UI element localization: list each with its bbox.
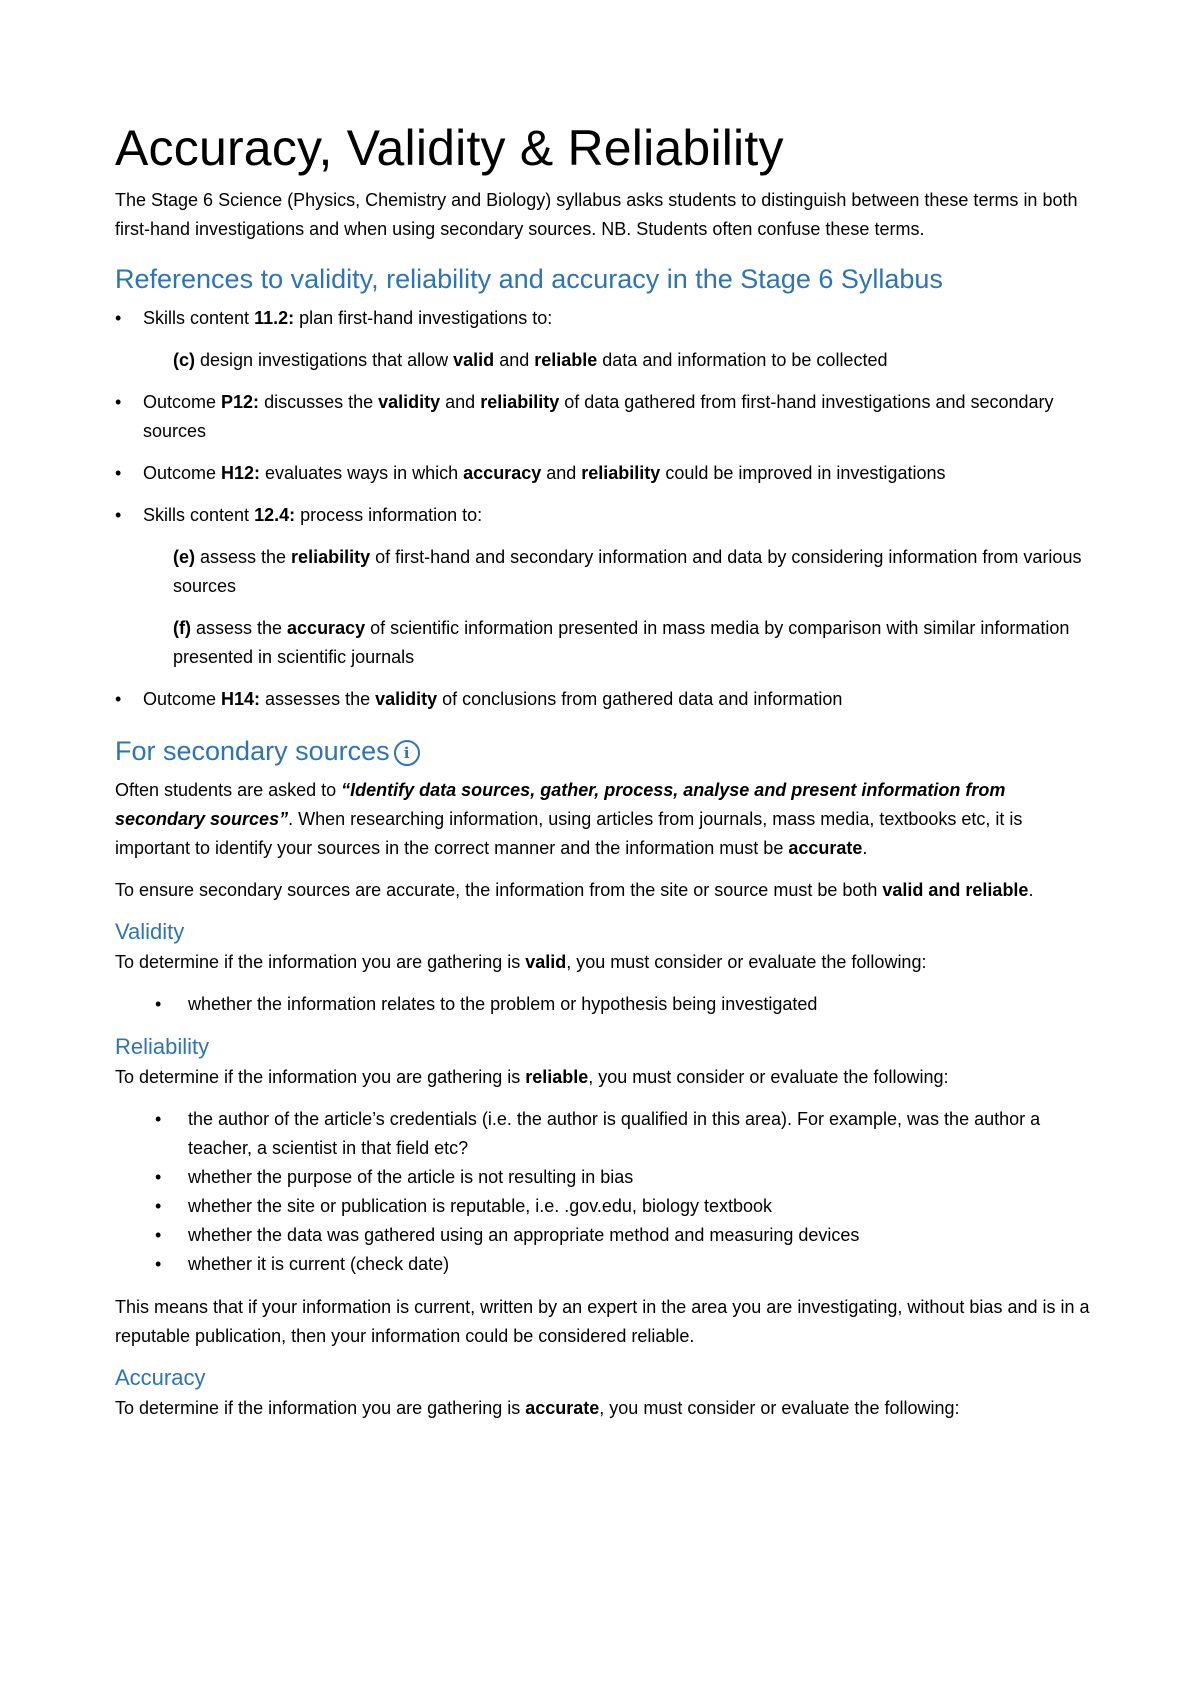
references-heading: References to validity, reliability and accuracy in the Stage 6 Syllabus <box>115 264 943 294</box>
sub-item-c: (c) design investigations that allow valid and reliable data and information to be collected <box>173 350 888 370</box>
validity-list <box>115 990 1090 1019</box>
list-item: • Outcome P12: discusses the validity and reliability of data gathered from first-hand investigations and secondary sources <box>115 388 1090 446</box>
list-item: • whether the information relates to the problem or hypothesis being investigated <box>115 990 1090 1019</box>
list-item: • Outcome H12: evaluates ways in which accuracy and reliability could be improved in investigations <box>115 459 1090 488</box>
accuracy-heading: Accuracy <box>115 1365 206 1390</box>
secondary-sources-heading: For secondary sources i <box>115 734 1090 768</box>
list-item: • whether the site or publication is reputable, i.e. .gov.edu, biology textbook <box>115 1192 1090 1221</box>
intro-paragraph: The Stage 6 Science (Physics, Chemistry and Biology) syllabus asks students to distinguish between these terms in both first-hand investigations and when using secondary sources. NB. Students often confuse these terms. <box>115 190 1078 239</box>
accuracy-intro: To determine if the information you are gathering is accurate, you must consider or evaluate the following: <box>115 1398 960 1418</box>
validity-heading: Validity <box>115 919 185 944</box>
reliability-list <box>115 1105 1090 1279</box>
list-item: • whether the purpose of the article is not resulting in bias <box>115 1163 1090 1192</box>
sub-item-e: (e) assess the reliability of first-hand and secondary information and data by considering information from various sources <box>173 547 1082 596</box>
secondary-paragraph-1: Often students are asked to “Identify data sources, gather, process, analyse and present information from secondary sources”. When researching information, using articles from journals, mass media, textbooks etc, it is important to identify your sources in the correct manner and the information must be accurate. <box>115 780 1023 858</box>
validity-intro: To determine if the information you are gathering is valid, you must consider or evaluate the following: <box>115 952 927 972</box>
page-title: Accuracy, Validity & Reliability <box>115 120 784 176</box>
reliability-heading: Reliability <box>115 1034 210 1059</box>
info-icon: i <box>394 740 420 766</box>
list-item: • Skills content 11.2: plan first-hand investigations to: <box>115 304 1090 333</box>
list-item: • the author of the article’s credentials (i.e. the author is qualified in this area). For example, was the author a teacher, a scientist in that field etc? <box>115 1105 1090 1163</box>
references-list <box>115 304 1090 333</box>
sub-item-f: (f) assess the accuracy of scientific information presented in mass media by comparison with similar information presented in scientific journals <box>173 618 1070 667</box>
reliability-summary: This means that if your information is current, written by an expert in the area you are investigating, without bias and is in a reputable publication, then your information could be considered reliable. <box>115 1297 1090 1346</box>
reliability-intro: To determine if the information you are gathering is reliable, you must consider or evaluate the following: <box>115 1067 949 1087</box>
secondary-paragraph-2: To ensure secondary sources are accurate, the information from the site or source must be both valid and reliable. <box>115 880 1034 900</box>
list-item: • whether it is current (check date) <box>115 1250 1090 1279</box>
list-item: • Skills content 12.4: process information to: <box>115 501 1090 530</box>
list-item: • whether the data was gathered using an appropriate method and measuring devices <box>115 1221 1090 1250</box>
list-item: • Outcome H14: assesses the validity of conclusions from gathered data and information <box>115 685 1090 714</box>
